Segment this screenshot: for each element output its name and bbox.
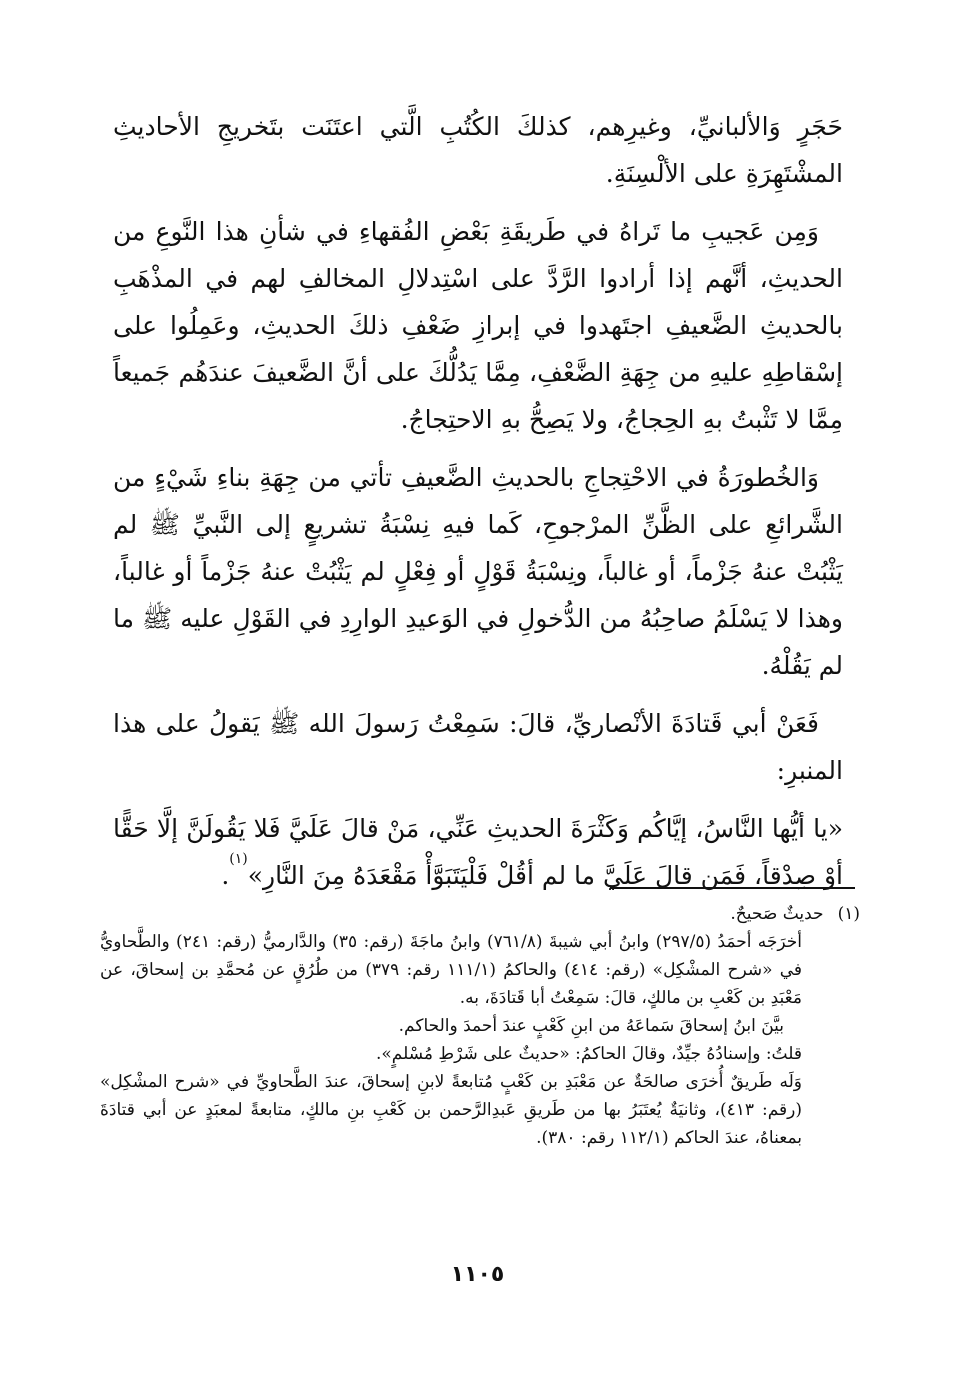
footnote-number: (١) xyxy=(837,904,860,924)
footnote-line-2: بيَّنَ ابنُ إسحاقَ سَماعَهُ من ابنِ كَعْبٍ عندَ أحمدَ والحاكم. xyxy=(398,1016,784,1036)
footnotes xyxy=(100,900,860,1152)
hadith-end-punctuation: . xyxy=(221,861,230,890)
main-text xyxy=(113,103,843,910)
paragraph-4: فَعَنْ أبي قَتادَةَ الأنْصاريِّ، قالَ: سَمِعْتُ رَسولَ الله ﷺ يَقولُ على هذا المنبرِ: xyxy=(113,709,843,785)
footnote-body xyxy=(100,928,860,1152)
footnote-line-3: قلتُ: وإسنادُهُ جيِّدٌ، وقالَ الحاكمُ: «حديثٌ على شَرْطِ مُسْلمٍ». xyxy=(375,1044,802,1064)
hadith-text: «يا أيُّها النَّاسُ، إيَّاكُم وَكَثْرَةَ الحديثِ عَنِّي، مَنْ قالَ عَلَيَّ فَلا يَقُولَنَّ إلَّا حَقًّا أوْ صِدْقاً، فَمَن قالَ عَلَيَّ ما لم أقُلْ فَلْيَتَبَوَّأْ مَقْعَدَهُ مِنَ النَّارِ» xyxy=(113,814,843,890)
footnote-line-4: وَلَه طَريقٌ أُخرَى صالحَةٌ عن مَعْبَدِ بن كَعْبٍ مُتابعةً لابنِ إسحاقَ، عندَ الطَّحاويِّ في «شرح المشْكِل» (رقم: ٤١٣)، وثانيَةٌ يُعتَبَرُ بها من طَريقِ عَبدِالرَّحمن بن كَعْبِ بنِ مالكٍ، متابعةً لمعبَدٍ عن أبي قتادَةَ بمعناهُ، عندَ الحاكم (١١٢/١ رقم: ٣٨٠). xyxy=(100,1072,802,1148)
page-number: ١١٠٥ xyxy=(450,1262,505,1287)
footnote-reference: (١) xyxy=(229,851,248,867)
footnote-separator xyxy=(610,887,855,889)
paragraph-1: حَجَرٍ وَالألبانيِّ، وغيرِهم، كذلكَ الكُتُبِ الَّتي اعتَنَت بتَخريجِ الأحاديثِ المشْتَهِرَةِ على الألْسِنَةِ. xyxy=(113,112,843,188)
footnote-heading-row xyxy=(100,900,860,928)
paragraph-3: وَالخُطورَةُ في الاحْتِجاجِ بالحديثِ الضَّعيفِ تأتي من جِهَةِ بناءِ شَيْءٍ من الشَّرائعِ على الظَّنِّ المرْجوحِ، كَما فيهِ نِسْبَةُ تشريعٍ إلى النَّبيِّ ﷺ لم يَثْبُتْ عنهُ جَزْماً، أو غالباً، ونِسْبَةُ قَوْلٍ أو فِعْلٍ لم يَثْبُتْ عنهُ جَزْماً أو غالباً، وهذا لا يَسْلَمُ صاحِبُهُ من الدُّخولِ في الوَعيدِ الوارِدِ في القَوْلِ عليه ﷺ ما لم يَقُلْهُ. xyxy=(113,463,843,680)
footnote-line-1: أخرَجَه أحمَدُ (٢٩٧/٥) وابنُ أبي شيبةَ (٧٦١/٨) وابنُ ماجَةَ (رقم: ٣٥) والدَّارميُّ (رقم: ٢٤١) والطَّحاويُّ في «شرح المشْكِل» (رقم: ٤١٤) والحاكمُ (١١١/١ رقم: ٣٧٩) من طُرُقٍ عن مُحمَّدِ بن إسحاقَ، عن مَعْبَدِ بن كَعْبِ بن مالكٍ، قالَ: سَمِعْتُ أبا قَتادَةَ، به. xyxy=(100,932,802,1008)
hadith-quote xyxy=(113,805,843,899)
paragraph-2: وَمِن عَجيبِ ما تَراهُ في طَريقَةِ بَعْضِ الفُقهاءِ في شأنِ هذا النَّوعِ من الحديثِ، أنَّهم إذا أرادوا الرَّدَّ على اسْتِدلالِ المخالفِ لهم في المذْهَبِ بالحديثِ الضَّعيفِ اجتَهدوا في إبرازِ ضَعْفِ ذلكَ الحديثِ، وعَمِلُوا على إسْقاطِهِ عليهِ من جِهَةِ الضَّعْفِ، مِمَّا يَدُلُّكَ على أنَّ الضَّعيفَ عندَهُم جَميعاً مِمَّا لا تَثْبتُ بهِ الحِجاجُ، ولا يَصِحُّ بهِ الاحتِجاجُ. xyxy=(113,217,843,434)
footnote-heading: حديثٌ صَحيحٌ. xyxy=(730,904,824,924)
